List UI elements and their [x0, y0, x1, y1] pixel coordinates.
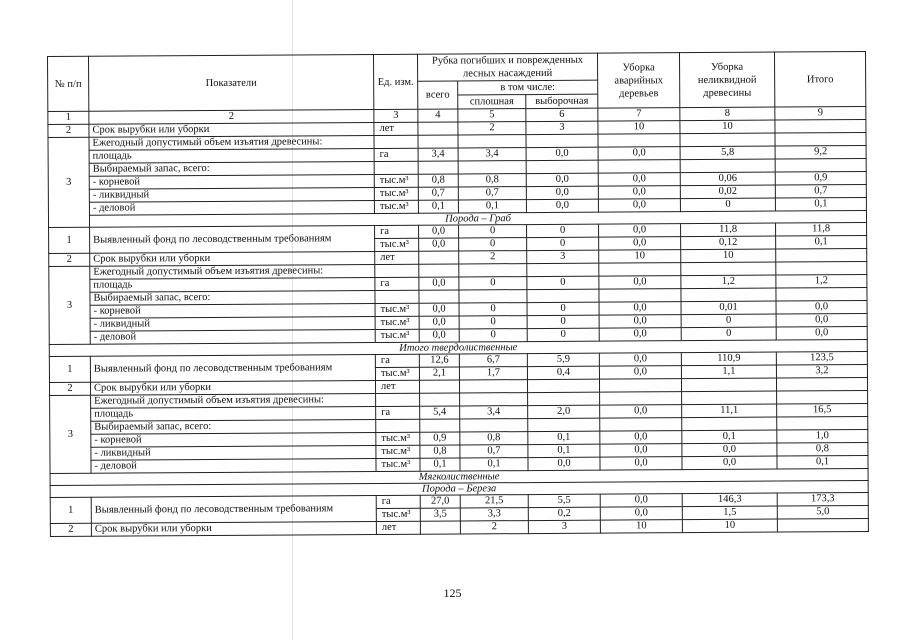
value-cell: 10	[599, 250, 681, 264]
row-label-business: - деловой	[91, 458, 376, 473]
row-label-fund: Выявленный фонд по лесоводственным требованиям	[91, 495, 376, 523]
row-label-business: - деловой	[89, 201, 374, 216]
value-cell: 0,8	[458, 174, 526, 187]
value-cell: 0,8	[420, 445, 460, 458]
value-cell: 0,0	[600, 457, 682, 471]
value-cell: 0,7	[775, 184, 866, 198]
header-num: № п/п	[48, 56, 89, 111]
value-cell: 11,8	[776, 222, 867, 236]
unit-cell: тыс.м³	[376, 458, 420, 471]
header-itogo: Итого	[775, 51, 866, 107]
value-cell: 10	[681, 249, 776, 263]
header-emergency: Уборка аварийных деревьев	[598, 53, 680, 108]
value-cell: 2,0	[528, 405, 600, 418]
value-cell	[599, 379, 681, 393]
unit-cell: га	[374, 148, 418, 161]
unit-cell: тыс.м³	[375, 303, 419, 316]
header-illiquid: Уборка неликвидной древесины	[680, 52, 775, 108]
value-cell: 2	[459, 251, 527, 264]
value-cell	[419, 251, 459, 264]
header-incl: в том числе:	[458, 80, 598, 95]
row-num: 2	[49, 382, 90, 395]
value-cell: 0,1	[775, 197, 866, 211]
value-cell: 0,0	[419, 225, 459, 238]
value-cell: 0,0	[419, 303, 459, 316]
value-cell: 0,0	[600, 405, 682, 419]
row-num: 2	[48, 124, 89, 137]
value-cell: 0,0	[526, 186, 598, 199]
unit-cell: тыс.м³	[375, 367, 419, 380]
header-unit: Ед. изм.	[373, 54, 417, 109]
value-cell: 1,2	[681, 275, 776, 289]
value-cell: 3,3	[460, 508, 528, 521]
value-cell: 0,1	[776, 235, 867, 249]
value-cell: 0,01	[681, 301, 776, 315]
value-cell: 0,0	[419, 277, 459, 290]
unit-cell: тыс.м³	[376, 432, 420, 445]
value-cell: 2	[458, 122, 526, 135]
value-cell: 0,7	[460, 445, 528, 458]
value-cell: 16,5	[777, 403, 868, 417]
unit-cell: тыс.м³	[375, 316, 419, 329]
unit-cell: лет	[376, 521, 420, 534]
value-cell: 0	[527, 315, 599, 328]
value-cell: 0	[681, 327, 776, 341]
value-cell: 0,0	[776, 313, 867, 327]
value-cell: 0,0	[419, 238, 459, 251]
value-cell: 5,5	[528, 494, 600, 507]
value-cell: 110,9	[681, 352, 776, 366]
value-cell: 0,0	[526, 173, 598, 186]
row-num: 1	[49, 227, 90, 253]
value-cell: 0,0	[599, 328, 681, 342]
value-cell: 0,0	[526, 199, 598, 212]
row-num: 3	[48, 137, 90, 227]
row-label-root: - корневой	[90, 304, 375, 319]
value-cell: 0,0	[598, 199, 680, 213]
row-num: 2	[49, 253, 90, 266]
value-cell	[420, 521, 460, 534]
value-cell: 12,6	[419, 354, 459, 367]
value-cell: 0,0	[599, 302, 681, 316]
row-label-annual: Ежегодный допустимый объем изъятия древесины:	[91, 393, 376, 408]
value-cell: 0,7	[458, 187, 526, 200]
colnum: 5	[458, 109, 526, 122]
row-label-annual: Ежегодный допустимый объем изъятия древесины:	[90, 265, 375, 280]
row-label-area: площадь	[89, 149, 374, 164]
value-cell	[775, 119, 866, 133]
row-label-stock: Выбираемый запас, всего:	[89, 162, 374, 177]
row-label-term: Срок вырубки или уборки	[90, 252, 375, 267]
value-cell: 0,8	[777, 442, 868, 456]
value-cell: 0,7	[418, 187, 458, 200]
value-cell: 0,12	[681, 236, 776, 250]
value-cell: 0,0	[600, 507, 682, 521]
value-cell: 173,3	[777, 492, 868, 506]
unit-cell: тыс.м³	[375, 329, 419, 342]
value-cell: 0,0	[419, 329, 459, 342]
value-cell: 0,1	[460, 458, 528, 471]
value-cell: 1,7	[459, 367, 527, 380]
value-cell: 11,1	[682, 404, 777, 418]
unit-cell: тыс.м³	[374, 200, 418, 213]
value-cell: 0	[459, 303, 527, 316]
colnum: 4	[418, 109, 458, 122]
value-cell: 1,5	[682, 506, 777, 520]
value-cell: 3	[528, 520, 600, 533]
value-cell: 0	[527, 237, 599, 250]
value-cell: 3	[527, 250, 599, 263]
value-cell: 0	[459, 277, 527, 290]
unit-cell: лет	[375, 380, 419, 393]
page-number: 125	[443, 586, 462, 600]
colnum: 3	[374, 109, 418, 122]
value-cell: 0,02	[680, 185, 775, 199]
value-cell: 3	[526, 121, 598, 134]
value-cell	[418, 122, 458, 135]
value-cell: 0,2	[528, 507, 600, 520]
value-cell: 0,0	[598, 147, 680, 161]
forest-felling-table	[47, 51, 869, 537]
value-cell: 1,2	[776, 274, 867, 288]
value-cell: 0	[681, 314, 776, 328]
colnum: 8	[680, 107, 775, 121]
value-cell: 27,0	[420, 495, 460, 508]
value-cell: 5,0	[777, 505, 868, 519]
row-label-liquid: - ликвидный	[90, 317, 375, 332]
header-solid: сплошная	[458, 95, 526, 109]
unit-cell: га	[375, 354, 419, 367]
value-cell: 0,0	[599, 315, 681, 329]
row-label-root: - корневой	[91, 432, 376, 447]
value-cell: 0	[527, 276, 599, 289]
unit-cell: тыс.м³	[375, 238, 419, 251]
value-cell: 2,1	[419, 367, 459, 380]
section-title-softwood: Мягколиственные	[50, 468, 868, 485]
section-title-grab: Порода – Граб	[89, 210, 866, 227]
unit-cell: тыс.м³	[374, 174, 418, 187]
value-cell: 0,0	[682, 456, 777, 470]
row-label-annual: Ежегодный допустимый объем изъятия древесины:	[89, 136, 374, 151]
value-cell: 3,5	[420, 508, 460, 521]
value-cell: 2	[460, 521, 528, 534]
unit-cell: га	[375, 277, 419, 290]
row-num: 1	[49, 356, 90, 382]
unit-cell: тыс.м³	[376, 508, 420, 521]
value-cell	[681, 378, 776, 392]
value-cell: 123,5	[776, 351, 867, 365]
value-cell: 0,1	[458, 200, 526, 213]
value-cell: 0,0	[528, 457, 600, 470]
colnum: 1	[48, 111, 89, 124]
value-cell: 3,4	[418, 148, 458, 161]
value-cell: 6,7	[459, 354, 527, 367]
value-cell: 0,4	[527, 366, 599, 379]
value-cell: 0	[527, 328, 599, 341]
row-label-term: Срок вырубки или уборки	[91, 521, 376, 536]
value-cell: 10	[680, 120, 775, 134]
row-label-area: площадь	[90, 278, 375, 293]
value-cell: 0,0	[598, 173, 680, 187]
value-cell: 1,1	[681, 365, 776, 379]
row-num: 3	[50, 395, 91, 473]
value-cell: 21,5	[460, 495, 528, 508]
value-cell: 10	[682, 519, 777, 533]
row-label-area: площадь	[91, 406, 376, 421]
value-cell: 3,4	[458, 148, 526, 161]
unit-cell: лет	[374, 122, 418, 135]
value-cell: 0	[459, 238, 527, 251]
value-cell: 1,0	[777, 429, 868, 443]
value-cell	[459, 380, 527, 393]
section-title-birch: Порода – Береза	[50, 480, 868, 497]
value-cell: 0,0	[599, 237, 681, 251]
value-cell: 0,0	[776, 326, 867, 340]
value-cell: 3,4	[460, 406, 528, 419]
value-cell: 0,0	[598, 186, 680, 200]
value-cell: 0,1	[418, 200, 458, 213]
document-page	[47, 51, 868, 537]
value-cell: 0,0	[682, 443, 777, 457]
value-cell: 0,06	[680, 172, 775, 186]
row-label-term: Срок вырубки или уборки	[89, 123, 374, 138]
value-cell: 0,1	[682, 430, 777, 444]
value-cell: 0,1	[420, 458, 460, 471]
value-cell: 0,0	[526, 147, 598, 160]
row-label-liquid: - ликвидный	[91, 445, 376, 460]
row-num: 2	[50, 523, 91, 536]
value-cell: 0	[527, 302, 599, 315]
header-selective: выборочная	[526, 94, 598, 108]
value-cell: 0,1	[777, 455, 868, 469]
value-cell: 0,0	[599, 366, 681, 380]
value-cell	[777, 518, 868, 532]
value-cell: 0,0	[600, 431, 682, 445]
header-felling-group: Рубка погибших и поврежденных лесных насаждений	[417, 53, 597, 81]
value-cell: 0,9	[775, 171, 866, 185]
value-cell: 0,0	[600, 494, 682, 508]
value-cell	[527, 379, 599, 392]
value-cell	[419, 380, 459, 393]
value-cell	[776, 377, 867, 391]
row-label-stock: Выбираемый запас, всего:	[91, 419, 376, 434]
colnum: 9	[775, 106, 866, 120]
value-cell: 0,8	[460, 432, 528, 445]
header-total: всего	[418, 81, 458, 109]
row-label-liquid: - ликвидный	[89, 188, 374, 203]
value-cell: 0,0	[419, 316, 459, 329]
value-cell: 0	[680, 198, 775, 212]
unit-cell: тыс.м³	[374, 187, 418, 200]
value-cell: 0	[459, 316, 527, 329]
value-cell	[776, 248, 867, 262]
value-cell: 5,8	[680, 146, 775, 160]
value-cell: 0,1	[528, 431, 600, 444]
value-cell: 10	[598, 121, 680, 135]
row-label-fund: Выявленный фонд по лесоводственным требованиям	[90, 354, 375, 382]
value-cell: 3,2	[776, 364, 867, 378]
value-cell: 0,0	[776, 300, 867, 314]
value-cell: 5,4	[420, 406, 460, 419]
value-cell: 0,0	[599, 276, 681, 290]
unit-cell: га	[376, 406, 420, 419]
value-cell: 0	[459, 225, 527, 238]
value-cell: 10	[600, 520, 682, 534]
row-num: 1	[50, 497, 91, 523]
colnum: 6	[526, 108, 598, 121]
section-title-hardwood-total: Итого твердолиственные	[49, 339, 867, 356]
unit-cell: тыс.м³	[376, 445, 420, 458]
colnum: 7	[598, 108, 680, 122]
unit-cell: лет	[375, 251, 419, 264]
value-cell: 0	[527, 224, 599, 237]
unit-cell: га	[376, 495, 420, 508]
value-cell: 0	[459, 329, 527, 342]
colnum: 2	[89, 110, 374, 125]
value-cell: 146,3	[682, 493, 777, 507]
value-cell: 11,8	[681, 223, 776, 237]
value-cell: 0,1	[528, 444, 600, 457]
row-label-business: - деловой	[90, 330, 375, 345]
row-num: 3	[49, 266, 90, 344]
value-cell: 9,2	[775, 145, 866, 159]
value-cell: 0,9	[420, 432, 460, 445]
value-cell: 0,8	[418, 174, 458, 187]
row-label-root: - корневой	[89, 175, 374, 190]
header-indicators: Показатели	[89, 55, 374, 112]
row-label-fund: Выявленный фонд по лесоводственным требованиям	[90, 226, 375, 254]
unit-cell: га	[375, 225, 419, 238]
value-cell: 5,9	[527, 353, 599, 366]
value-cell: 0,0	[599, 224, 681, 238]
row-label-term: Срок вырубки или уборки	[90, 380, 375, 395]
row-label-stock: Выбираемый запас, всего:	[90, 291, 375, 306]
value-cell: 0,0	[600, 444, 682, 458]
value-cell: 0,0	[599, 353, 681, 367]
